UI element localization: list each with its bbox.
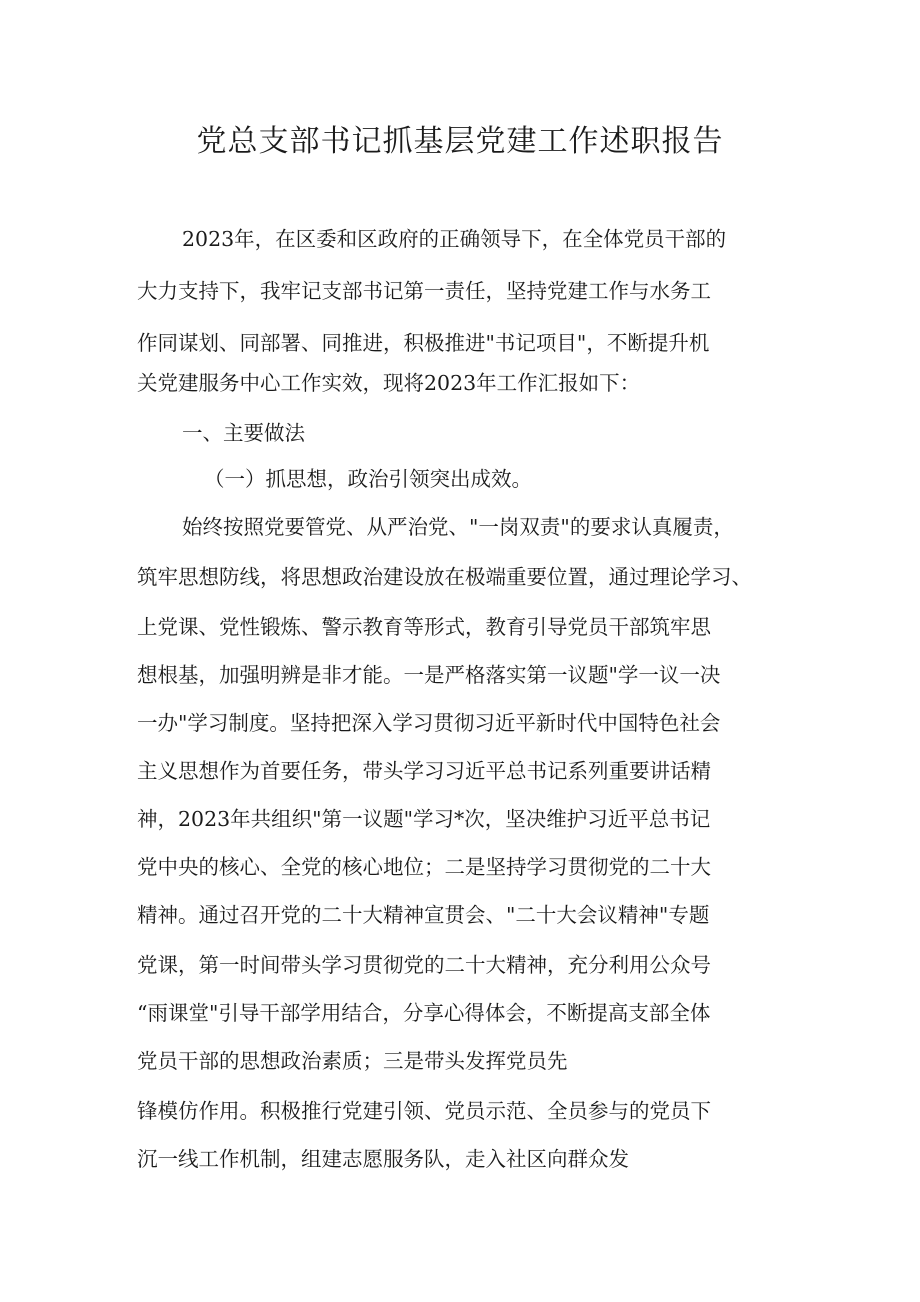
paragraph-line: 锋模仿作用。积极推行党建引领、党员示范、全员参与的党员下 [137,1099,711,1123]
section-heading: 一、主要做法 [182,421,305,445]
paragraph-line: 上党课、党性锻炼、警示教育等形式，教育引导党员干部筑牢思 [137,615,711,639]
paragraph-line: 党中央的核心、全党的核心地位；二是坚持学习贯彻党的二十大 [137,855,711,879]
document-title: 党总支部书记抓基层党建工作述职报告 [196,124,724,159]
paragraph-line: 一办"学习制度。坚持把深入学习贯彻习近平新时代中国特色社会 [137,711,721,735]
paragraph-line: 作同谋划、同部署、同推进，积极推进"书记项目"，不断提升机 [137,331,710,355]
paragraph-line: 精神。通过召开党的二十大精神宣贯会、"二十大会议精神"专题 [137,903,710,927]
paragraph-line: 2023年，在区委和区政府的正确领导下，在全体党员干部的 [182,227,727,251]
paragraph-line: 神，2023年共组织"第一议题"学习*次，坚决维护习近平总书记 [137,807,711,831]
paragraph-line: 党员干部的思想政治素质；三是带头发挥党员先 [137,1049,568,1073]
paragraph-line: 沉一线工作机制，组建志愿服务队，走入社区向群众发 [137,1147,629,1171]
subsection-heading: （一）抓思想，政治引领突出成效。 [204,467,532,491]
paragraph-line: 筑牢思想防线，将思想政治建设放在极端重要位置，通过理论学习、 [137,565,752,589]
paragraph-line: 关党建服务中心工作实效，现将2023年工作汇报如下： [137,371,641,395]
paragraph-line: 主义思想作为首要任务，带头学习习近平总书记系列重要讲话精 [137,759,711,783]
paragraph-line: “雨课堂"引导干部学用结合，分享心得体会，不断提高支部全体 [137,1001,711,1025]
paragraph-line: 大力支持下，我牢记支部书记第一责任，坚持党建工作与水务工 [137,279,711,303]
paragraph-line: 党课，第一时间带头学习贯彻党的二十大精神，充分利用公众号 [137,953,711,977]
paragraph-line: 始终按照党要管党、从严治党、"一岗双责"的要求认真履责， [182,515,734,539]
paragraph-line: 想根基，加强明辨是非才能。一是严格落实第一议题"学一议一决 [137,663,721,687]
